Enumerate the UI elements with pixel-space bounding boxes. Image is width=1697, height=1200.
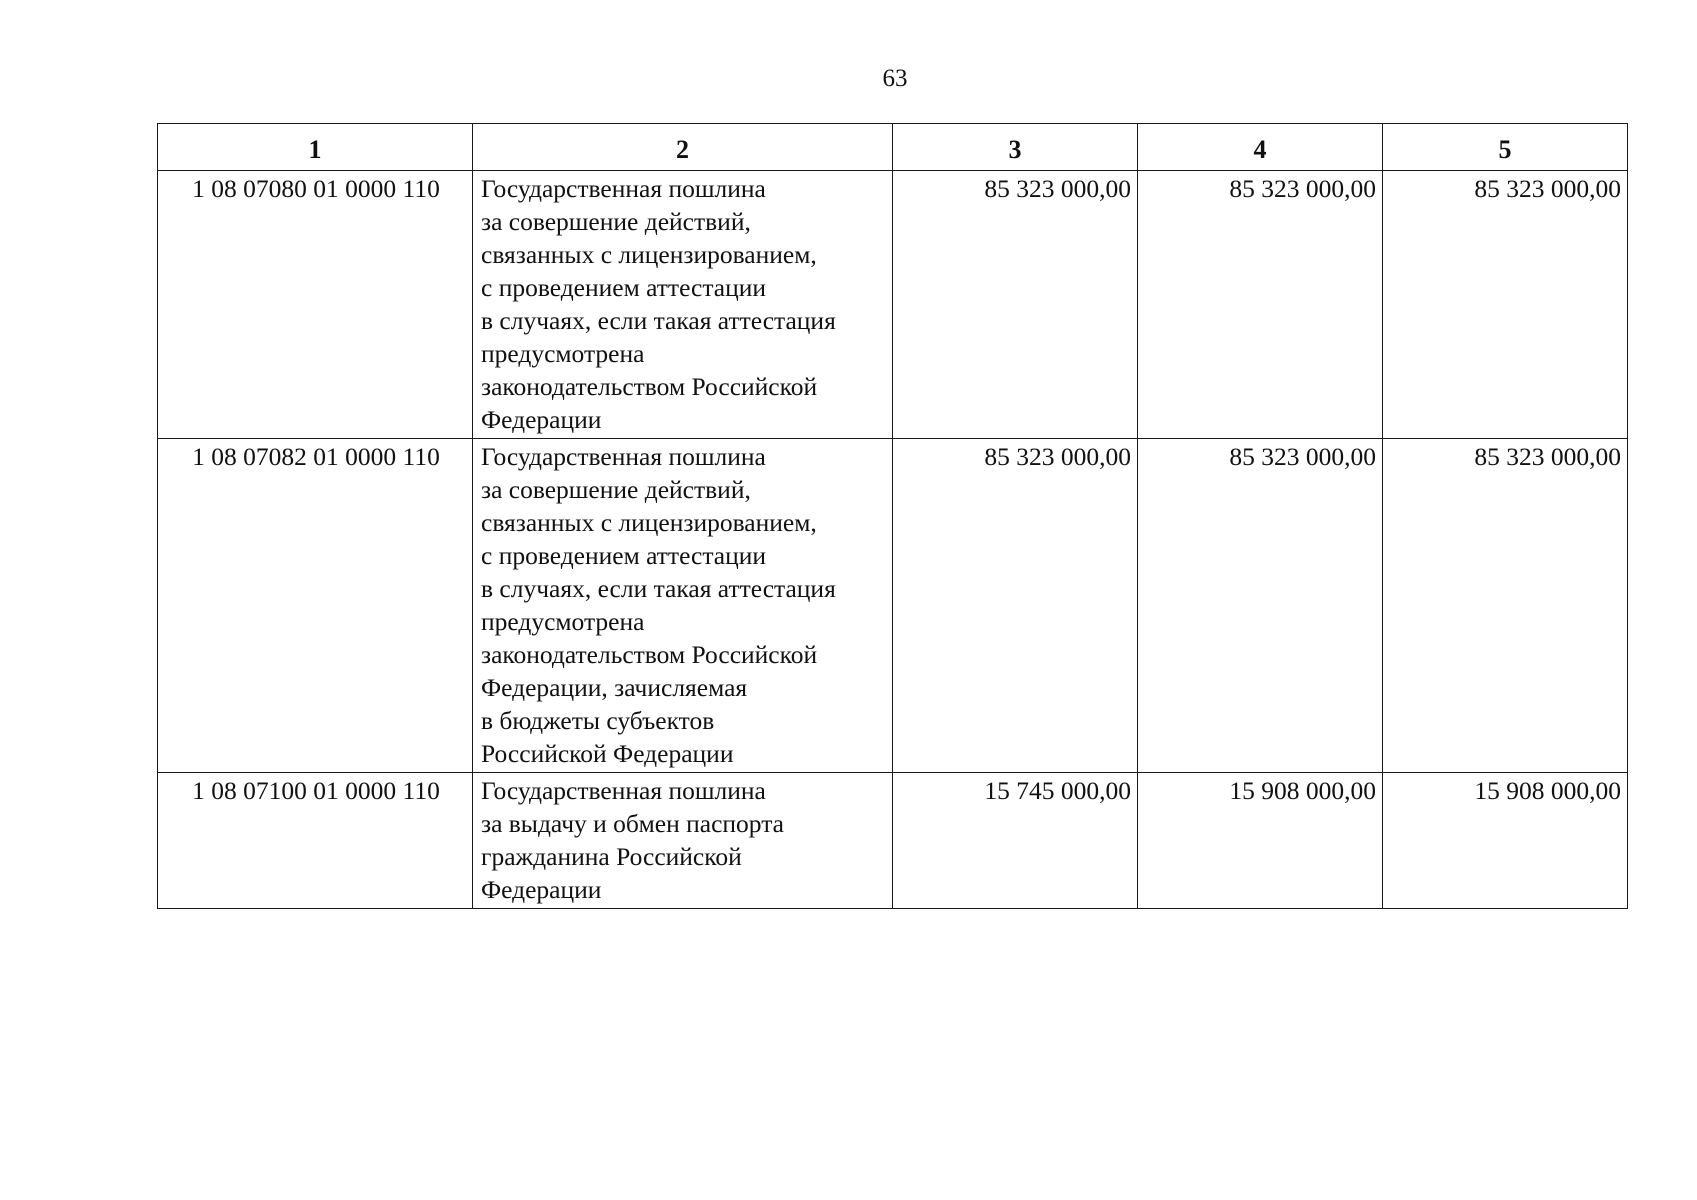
revenue-description [473,439,893,773]
revenue-code: 1 08 07100 01 0000 110 [158,773,473,909]
header-row [158,124,1628,171]
description-line: Федерации [481,405,602,434]
amount-col-4: 85 323 000,00 [1138,171,1383,439]
header-col-3: 3 [893,124,1138,171]
description-line: Федерации, зачисляемая [481,673,748,702]
revenue-description [473,171,893,439]
revenue-code: 1 08 07080 01 0000 110 [158,171,473,439]
revenue-description [473,773,893,909]
amount-col-5: 85 323 000,00 [1383,171,1628,439]
amount-col-3: 85 323 000,00 [893,439,1138,773]
description-line: Государственная пошлина [481,442,766,471]
description-line: Государственная пошлина [481,174,766,203]
description-line: с проведением аттестации [481,273,767,302]
header-col-5: 5 [1383,124,1628,171]
revenue-table [157,123,1628,909]
revenue-code: 1 08 07082 01 0000 110 [158,439,473,773]
description-line: за совершение действий, [481,475,751,504]
amount-col-4: 85 323 000,00 [1138,439,1383,773]
description-line: Федерации [481,875,602,904]
description-line: Российской Федерации [481,739,734,768]
page-number: 63 [882,65,908,92]
description-line: предусмотрена [481,339,645,368]
header-col-1: 1 [158,124,473,171]
amount-col-5: 85 323 000,00 [1383,439,1628,773]
description-line: в бюджеты субъектов [481,706,715,735]
description-line: в случаях, если такая аттестация [481,574,836,603]
description-line: предусмотрена [481,607,645,636]
description-line: связанных с лицензированием, [481,240,817,269]
description-line: за совершение действий, [481,207,751,236]
description-line: связанных с лицензированием, [481,508,817,537]
table-row [158,773,1628,909]
description-line: с проведением аттестации [481,541,767,570]
header-col-2: 2 [473,124,893,171]
amount-col-5: 15 908 000,00 [1383,773,1628,909]
description-line: Государственная пошлина [481,776,766,805]
description-line: законодательством Российской [481,640,818,669]
table-row [158,171,1628,439]
table-row [158,439,1628,773]
description-line: за выдачу и обмен паспорта [481,809,784,838]
description-line: гражданина Российской [481,842,742,871]
header-col-4: 4 [1138,124,1383,171]
amount-col-4: 15 908 000,00 [1138,773,1383,909]
description-line: законодательством Российской [481,372,818,401]
description-line: в случаях, если такая аттестация [481,306,836,335]
amount-col-3: 15 745 000,00 [893,773,1138,909]
amount-col-3: 85 323 000,00 [893,171,1138,439]
